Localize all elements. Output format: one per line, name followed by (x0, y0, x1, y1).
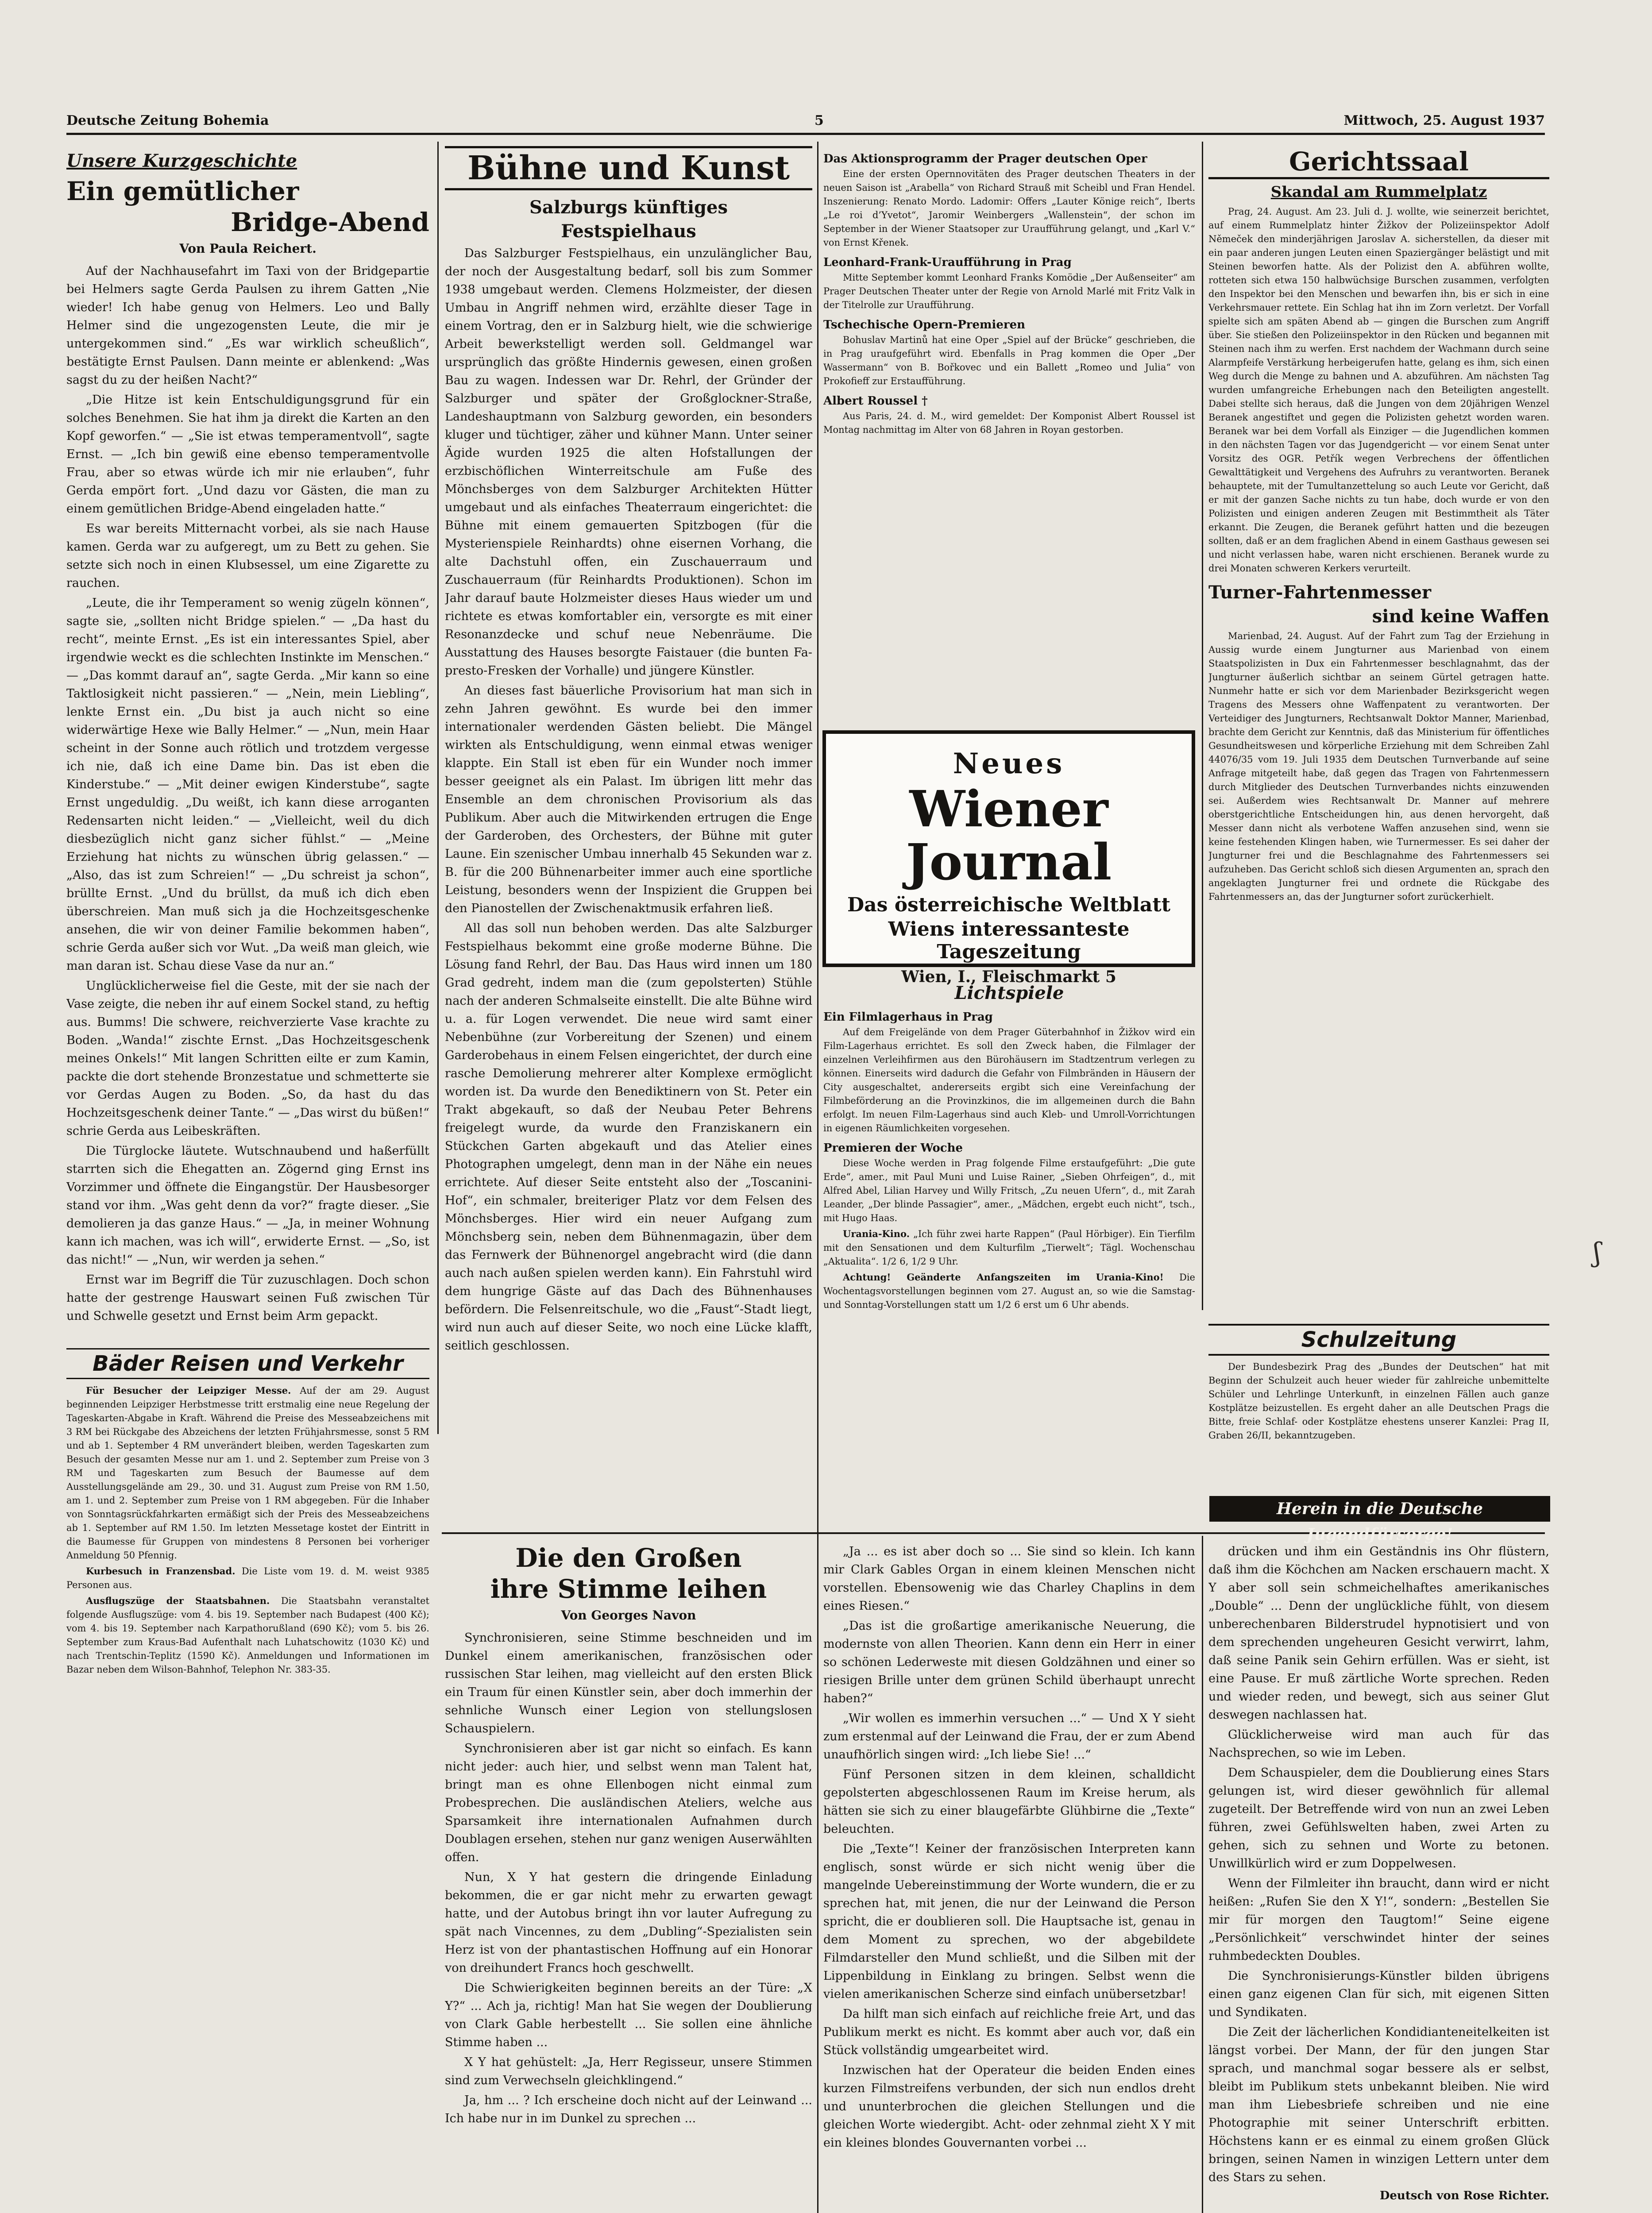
page-number: 5 (814, 113, 824, 128)
section-title: Gerichtssaal (1208, 146, 1549, 179)
section-title: Bühne und Kunst (445, 146, 812, 190)
bader-item (66, 1384, 429, 1562)
buhne-column (445, 146, 812, 1518)
story-paragraph: Auf der Nachhausefahrt im Taxi von der Bridgepartie bei Helmers sagte Gerda Paulsen zu ihrem Gatten „Nie wieder! Ich habe genug von Helmers. Leo und Bally Helmer sind die ungezogensten Leute, die mir je untergekommen sind.“ „Es war wirklich scheußlich“, bestätigte Ernst Paulsen. Dann meinte er ablenkend: „Was sagst du zu der heißen Nacht?“ (66, 264, 429, 387)
note-head: Ein Filmlagerhaus in Prag (823, 1010, 993, 1024)
article-title-line2: ihre Stimme leihen (490, 1574, 767, 1604)
article-title-line2: sind keine Waffen (1372, 606, 1549, 627)
article-paragraph: Da hilft man sich einfach auf reichliche freie Art, und das Publikum merkt es nicht. Es kommt aber auch vor, daß ein Stück vollständig umgearbeitet wird. (823, 2007, 1195, 2057)
issue-date: Mittwoch, 25. August 1937 (1343, 113, 1545, 128)
article-paragraph: An dieses fast bäuerliche Provisorium hat man sich in zehn Jahren gewöhnt. Es wurde bei den immer internationaler werdenden Gästen beliebt. Die Mängel wirkten als Entschuldigung, wenn einmal etwas weniger klappte. Ein Stall ist eben für ein Wunder noch immer besser geeignet als ein Palast. Im übrigen litt mehr das Ensemble an dem chronischen Provisorium als das Publikum. Aber auch die Mitwirkenden ertrugen die Enge der Garderoben, des Orchesters, der Bühne mit guter Laune. Ein szenischer Umbau innerhalb 45 Sekunden war z. B. für die 200 Bühnenarbeiter immer auch eine sportliche Leistung, besonders wenn der Inspizient die Gruppen bei den Pianostellen der Zwischenaktmusik erfahren ließ. (445, 684, 812, 915)
section-title: Schulzeitung (1208, 1324, 1549, 1356)
article-paragraph: Das Salzburger Festspielhaus, ein unzulänglicher Bau, der noch der Ausgestaltung bedarf, soll bis zum Sommer 1938 umgebaut werden. Clemens Holzmeister, der diesen Umbau in Angriff nehmen wird, erzählte dieser Tage in einem Vortrag, den er in Salzburg hielt, wie die schwierige Arbeit bewerkstelligt werden soll. Geldmangel war ursprünglich das größte Hindernis gewesen, einen großen Bau zu wagen. Indessen war Dr. Rehrl, der Gründer der Salzburger und später der Großglockner-Straße, Landeshauptmann von Salzburg geworden, ein besonders kluger und tüchtiger, zäher und kühner Mann. Unter seiner Ägide wurden 1925 die alten Hofstallungen der erzbischöflichen Winterreitschule am Fuße des Mönchsberges von dem Salzburger Architekten Hütter umgebaut und als einfaches Theaterraum eingerichtet: die Bühne mit einem gemauerten Spitzbogen (für die Mysterienspiele Reinhardts) ohne eisernen Vorhang, die alte Dachstuhl offen, ein Zuschauerraum und Zuschauerraum (für Reinhardts Produktionen). Schon im Jahr darauf baute Holzmeister dieses Haus wieder um und richtete es etwas komfortabler ein, versorgte es mit einer Resonanzdecke und schuf neue Nebenräume. Die Ausstattung des Hauses besorgte Faistauer (die bunten Fa-presto-Fresken der Vorhalle) und jüngere Künstler. (445, 247, 812, 678)
bader-item (66, 1594, 429, 1677)
article-paragraph: Ja, hm ... ? Ich erscheine doch nicht auf der Leinwand ... Ich habe nur in im Dunkel zu sprechen ... (445, 2093, 812, 2125)
note-head: Premieren der Woche (823, 1141, 963, 1155)
note-text: Aus Paris, 24. d. M., wird gemeldet: Der Komponist Albert Roussel ist Montag nachmittag im Alter von 68 Jahren in Royan gestorben. (823, 411, 1195, 435)
article-paragraph: Die Zeit der lächerlichen Kondidianteneitelkeiten ist längst vorbei. Der Mann, der für den jungen Star sprach, und manchmal sogar bessere als er selbst, bleibt im Publikum stets unbekannt bleiben. Nie wird man ihm Liebesbriefe schreiben und nie eine Photographie mit seiner Unterschrift erbitten. Höchstens kann er es einmal zu einem großen Glück bringen, seinen Namen in winzigen Lettern unter dem des Stars zu sehen. (1208, 2025, 1549, 2184)
story-byline: Von Paula Reichert. (179, 241, 317, 256)
article-title: Skandal am Rummelplatz (1270, 183, 1487, 201)
bader-item-text: Die Staatsbahn veranstaltet folgende Ausflugszüge: vom 4. bis 19. September nach Budapest (400 Kč); vom 4. bis 19. September nach Karpathorußland (690 Kč); vom 5. bis 26. September zum Kraus-Bad Aufenthalt nach Luhatschowitz (1030 Kč) und nach Trentschin-Teplitz (1590 Kč). Anmeldungen und Informationen im Bazar neben dem Wilson-Bahnhof, Telephon Nr. 383-35. (66, 1596, 429, 1675)
ad-line5: Wien, I., Fleischmarkt 5 (901, 968, 1116, 986)
story-title-line1: Ein gemütlicher (66, 176, 299, 206)
note-text: Bohuslav Martinů hat eine Oper „Spiel auf der Brücke“ geschrieben, die in Prag uraufgeführt wird. Ebenfalls in Prag kommen die Oper „Der Wassermann“ von B. Bořkovec und ein Ballett „Romeo und Julia“ von Prokofieff zur Erstaufführung. (823, 335, 1195, 386)
note-body: „Ich führ zwei harte Rappen“ (Paul Hörbiger). Ein Tierfilm mit den Sensationen und dem Kulturfilm „Tierwelt“; Tägl. Wochenschau „Aktualita“. 1/2 6, 1/2 9 Uhr. (823, 1229, 1195, 1267)
bader-title: Bäder Reisen und Verkehr (66, 1348, 429, 1379)
story-title-line2: Bridge-Abend (231, 207, 429, 237)
bader-column (66, 1346, 429, 2213)
note-head: Leonhard-Frank-Uraufführung in Prag (823, 256, 1072, 269)
note-text: Der Bundesbezirk Prag des „Bundes der Deutschen“ hat mit Beginn der Schulzeit auch heuer wieder für zahlreiche unbemittelte Schüler und Lehrlinge Unterkunft, in einzelnen Fällen auch ganze Kostplätze beizustellen. Es ergeht daher an alle Deutschen Prags die Bitte, freie Schlaf- oder Kostplätze ehestens unserer Kanzlei: Prag II, Graben 26/II, bekanntzugeben. (1208, 1361, 1549, 1441)
bader-item-text: Auf der am 29. August beginnenden Leipziger Herbstmesse tritt erstmalig eine neue Regelung der Tageskarten-Abgabe in Kraft. Während die Preise des Messeabzeichens mit 3 RM bei Rückgabe des Abzeichens der letzten Frühjahrsmesse, sonst 5 RM und ab 1. September 4 RM unverändert bleiben, werden Tageskarten zum Besuch der gesamten Messe nur am 1. und 2. September zum Preise von 3 RM und Tageskarten zum Besuch der Baumesse auf dem Ausstellungsgelände am 29., 30. und 31. August zum Preise von RM 1.50, am 1. und 2. September zum Preise von 1 RM abgegeben. Für die Inhaber von Sonntagsrückfahrkarten ermäßigt sich der Preis des Messeabzeichens ab 1. September auf RM 1.50. Im letzten Messetage kostet der Eintritt in die Baumesse für Gruppen von mindestens 8 Personen bei vorheriger Anmeldung 50 Pfennig. (66, 1385, 429, 1561)
article-paragraph: Synchronisieren aber ist gar nicht so einfach. Es kann nicht jeder: auch hier, und selbst wenn man Talent hat, bringt man es ohne Ellenbogen nicht einmal zum Probesprechen. Die ausländischen Ateliers, welche aus Sparsamkeit ihre internationalen Aufnahmen durch Doublagen ersehen, stehen nur ganz wenigen Auserwählten offen. (445, 1742, 812, 1864)
article-paragraph: Inzwischen hat der Operateur die beiden Enden eines kurzen Filmstreifens verbunden, der sich nun endlos dreht und ununterbrochen die gleichen Stellungen und die gleichen Worte wiedergibt. Acht- oder zehnmal zieht X Y mit ein kleines blondes Gouvernanten vorbei ... (823, 2063, 1195, 2150)
bader-item (66, 1564, 429, 1592)
note-body: Die Wochentagsvorstellungen beginnen vom 27. August an, so wie die Samstag- und Sonntag-Vorstellungen statt um 1/2 6 erst um 6 Uhr abends. (823, 1272, 1195, 1310)
wiener-journal-ad (822, 730, 1195, 986)
column-divider (1202, 142, 1203, 1310)
article-paragraph: Dem Schauspieler, dem die Doublierung eines Stars gelungen ist, wird dieser gewöhnlich für allemal zugeteilt. Der Betreffende wird von nun an zwei Leben führen, zwei Gefühlswelten haben, zwei Arten zu gehen, sich zu sehnen und Worte zu betonen. Unwillkürlich wird er zum Doppelwesen. (1208, 1766, 1549, 1870)
article-title-line1: Die den Großen (515, 1543, 742, 1573)
note-head: Achtung! Geänderte Anfangszeiten im Urania-Kino! (843, 1272, 1164, 1283)
article-paragraph: Marienbad, 24. August. Auf der Fahrt zum Tag der Erziehung in Aussig wurde einem Jungturner aus Marienbad von einem Staatspolizisten in Dux ein Fahrtenmesser beschlagnahmt, das der Jungturner äußerlich sichtbar an seinem Gürtel getragen hatte. Nunmehr hatte er sich vor dem Marienbader Bezirksgericht wegen Tragens des Messers ohne Waffenpatent zu verantworten. Der Verteidiger des Jungturners, Rechtsanwalt Doktor Manner, Marienbad, brachte dem Gericht zur Kenntnis, daß das Ministerium für öffentliches Gesundheitswesen und körperliche Erziehung mit dem Schreiben Zahl 44076/35 vom 19. Juli 1935 dem Deutschen Turnverbande auf seine Anfrage mitgeteilt habe, daß gegen das Tragen von Fahrtenmessern durch Mitglieder des Deutschen Turnverbandes nichts einzuwenden sei. Außerdem wies Rechtsanwalt Dr. Manner auf mehrere oberstgerichtliche Entscheidungen hin, aus denen hervorgeht, daß Messer dann nicht als verbotene Waffen anzusehen sind, wenn sie keine festehenden Klingen haben, wie Turnermesser. Es sei daher der Jungturner frei und die Beschlagnahme des Fahrtenmessers sei aufzuheben. Das Gericht schloß sich diesen Argumenten an, sprach den angeklagten Jungturner frei und ordnete die Rückgabe des Fahrtenmessers an, das der Jungturner sofort zurückerhielt. (1208, 631, 1549, 902)
column-divider (817, 1536, 818, 2213)
column-divider (817, 142, 818, 1664)
column-divider (437, 142, 439, 1434)
schulzeitung-column (1208, 1321, 1549, 1489)
story-paragraph: Unglücklicherweise fiel die Geste, mit der sie nach der Vase zeigte, die neben ihr auf einem Sockel stand, zu heftig aus. Bumms! Die schwere, reichverzierte Vase krachte zu Boden. „Wanda!“ zischte Ernst. „Das Hochzeitsgeschenk meines Onkels!“ Mit langen Schritten eilte er zum Kamin, packte die dort stehende Bronzestatue und schmetterte sie vor Gerdas Augen zu Boden. „So, da hast du das Hochzeitsgeschenk deiner Tante.“ — „Das wirst du büßen!“ schrie Gerda aus Leibeskräften. (66, 979, 429, 1138)
note-head: Das Aktionsprogramm der Prager deutschen Oper (823, 152, 1147, 166)
story-paragraph: Es war bereits Mitternacht vorbei, als sie nach Hause kamen. Gerda war zu aufgeregt, um zu Bett zu gehen. Sie setzte sich noch in einen Klubsessel, um eine Zigarette zu rauchen. (66, 522, 429, 590)
article-paragraph: Prag, 24. August. Am 23. Juli d. J. wollte, wie seinerzeit berichtet, auf einem Rummelplatz hinter Žižkov der Polizeiinspektor Adolf Němeček den minderjährigen Jaroslav A. sicherstellen, da dieser mit ein paar anderen jungen Leuten einen Spaziergänger belästigt und mit Steinen beworfen hatte. Als der Polizist den A. abführen wollte, rotteten sich etwa 150 halbwüchsige Burschen zusammen, verfolgten den Inspektor bei den Menschen und bewarfen ihn, bis er sich in eine Verkehrsmauer rettete. Ein Schlag hat ihn im Zorn verletzt. Der Vorfall spielte sich am späten Abend ab — gingen die Burschen zum Angriff über. Sie stießen den Polizeiinspektor in den Rücken und begannen mit Steinen nach ihm zu werfen. Erst nachdem der Wachmann durch seine Alarmpfeife Verstärkung herbeigerufen hatte, gelang es ihm, sich einen Weg durch die Menge zu bahnen und A. abzuführen. Am nächsten Tag wurden umfangreiche Erhebungen nach den Beteiligten angestellt. Dabei stellte sich heraus, daß die Jungen von dem 20jährigen Wenzel Beranek angestiftet und gegen die Polizisten gehetzt worden waren. Beranek war bei dem Vorfall als Einziger — die Jugendlichen kommen in den nächsten Tagen vor das Jugendgericht — vor einem Senat unter Vorsitz des OGR. Petřík wegen Verbrechens der öffentlichen Gewalttätigkeit und Vergehens des Aufruhrs zu verantworten. Beranek behauptete, mit der Tumultanzettelung so auch Leute vor Gericht, daß er mit der ganzen Sache nichts zu tun habe, doch wurde er von den Polizisten und einigen anderen Zeugen mit Bestimmtheit als Täter erkannt. Die Zeugen, die Beranek geführt hatten und die bezeugen sollten, daß er an dem fraglichen Abend in einem Gasthaus gewesen sei und nicht verlassen habe, waren nicht erschienen. Beranek wurde zu drei Monaten schweren Kerkers verurteilt. (1208, 206, 1549, 574)
article-paragraph: „Das ist die großartige amerikanische Neuerung, die modernste von allen Theorien. Kann denn ein Herr in einer so schönen Lederweste mit diesen Goldzähnen und einer so riesigen Brille unter dem grünen Schild überhaupt unrecht haben?“ (823, 1619, 1195, 1705)
header-rule (66, 133, 1545, 135)
ad-line4: Wiens interessanteste Tageszeitung (888, 918, 1130, 963)
prager-column (823, 146, 1195, 721)
article-paragraph: Fünf Personen sitzen in dem kleinen, schalldicht gepolsterten abgeschlossenen Raum im Kreise herum, als hätten sie sich zu einer blaugefärbte Glühbirne die „Texte“ beleuchten. (823, 1768, 1195, 1836)
gericht-column (1208, 146, 1549, 1315)
stimme-column-2 (823, 1542, 1195, 2213)
bader-item-head: Für Besucher der Leipziger Messe. (86, 1385, 291, 1396)
article-paragraph: All das soll nun behoben werden. Das alte Salzburger Festspielhaus bekommt eine große moderne Bühne. Die Lösung fand Rehrl, der Bau. Das Haus wird innen um 180 Grad gedreht, indem man die (zum gepolsterten) Stühle nach der anderen Schmalseite einstellt. Die alte Bühne wird u. a. für Logen verwendet. Die neue wird samt einer Nebenbühne (zur Vorbereitung der Szenen) und einem Garderobehaus in einem Felsen eingerichtet, der durch eine rasche Demolierung mehrerer alter Komplexe ermöglicht worden ist. Da wurde den Benediktinern von St. Peter ein Trakt abgekauft, so daß der Neubau Peter Behrens freigelegt wurde, da wurde den Franziskanern ein Stückchen Garten abgekauft und das Atelier eines Photographen umgelegt, denn man in der Nähe ein neues errichtete. Auf dieser Seite entsteht also der „Toscanini-Hof“, ein schmaler, breiteriger Platz vor dem Felsen des Mönchsberges. Hier wird ein neuer Aufgang zum Mönchsberg sein, neben dem Bühnenmagazin, über dem das Fernwerk der Bühnenorgel angebracht wird (die dann auch nach außen spielen werden kann). Ein Fahrstuhl wird dem hungrige Gäste auf das Dach des Bühnenhauses befördern. Die Felsenreitschule, wo die „Faust“-Stadt liegt, wird nun auch auf dieser Seite, wo noch eine Lücke klafft, seitlich geschlossen. (445, 921, 812, 1353)
margin-ink-mark: ʃ (1594, 1237, 1601, 1268)
section-kicker: Unsere Kurzgeschichte (66, 150, 297, 171)
article-paragraph: „Ja ... es ist aber doch so ... Sie sind so klein. Ich kann mir Clark Gables Organ in einem kleinen Menschen nicht vorstellen. Ebensowenig wie das Charley Chaplins in dem eines Riesen.“ (823, 1545, 1195, 1613)
article-title-line1: Salzburgs künftiges (529, 197, 728, 218)
story-paragraph: „Leute, die ihr Temperament so wenig zügeln können“, sagte sie, „sollten nicht Bridge spielen.“ — „Da hast du recht“, meinte Ernst. „Es ist ein interessantes Spiel, aber irgendwie weckt es die schlechten Instinkte im Menschen.“ — „Das kommt darauf an“, sagte Gerda. „Mir kann so eine Taktlosigkeit nicht passieren.“ — „Nein, mein Liebling“, lenkte Ernst ein. „Du bist ja auch nicht so eine widerwärtige Hexe wie Bally Helmer.“ — „Nun, mein Haar scheint in der Sonne auch rötlich und trotzdem vergesse ich nie, daß ich eine Dame bin. Das ist eben die Kinderstube.“ — „Mit deiner ewigen Kinderstube“, sagte Ernst ungeduldig. „Du weißt, ich kann diese arroganten Redensarten nicht leiden.“ — „Vielleicht, weil du dich diesbezüglich nicht ganz sicher fühlst.“ — „Meine Erziehung hat nichts zu wünschen übrig gelassen.“ — „Also, das ist zum Schreien!“ — „Du schreist ja schon“, brüllte Ernst. „Und du brüllst, da muß ich dich eben überschreien. Man muß sich ja die Hochzeitsgeschenke ansehen, die wir von deiner Familie bekommen haben“, schrie Gerda außer sich vor Wut. „Da weiß man gleich, wie man daran ist. Schau diese Vase da nur an.“ (66, 596, 429, 973)
article-title-line1: Turner-Fahrtenmesser (1208, 582, 1432, 603)
note-text: Eine der ersten Opernnovitäten des Prager deutschen Theaters in der neuen Saison ist „Arabella“ von Richard Strauß mit Scheibl und Fran Hendel. Inszenierung: Renato Mordo. Ladomir: Offers „Lauter Könige reich“, Iberts „Le roi d’Yvetot“, Jaromir Weinbergers „Wallenstein“, der schon im September in der Wiener Staatsoper zur Uraufführung gelangt, und „Karl V.“ von Ernst Křenek. (823, 169, 1195, 248)
bader-item-text: Die Liste vom 19. d. M. weist 9385 Personen aus. (66, 1566, 429, 1590)
article-byline: Von Georges Navon (561, 1608, 696, 1623)
section-title: Lichtspiele (954, 983, 1064, 1003)
page-header (66, 113, 1545, 131)
translator-signature: Deutsch von Rose Richter. (1379, 2189, 1549, 2202)
article-paragraph: Die „Texte“! Keiner der französischen Interpreten kann englisch, sonst würde er sich nicht wenig über die mangelnde Uebereinstimmung der Worte wundern, die er zu sprechen hat, mit jenen, die nur der Leinwand die Person spricht, die er doublieren soll. Die Hauptsache ist, genau in dem Moment zu sprechen, wo der abgebildete Filmdarsteller den Mund schließt, und die Silben mit der Lippenbildung in Einklang zu bringen. Selbst wenn die vielen amerikanischen Scherze sind einfach unübersetzbar! (823, 1842, 1195, 2001)
article-paragraph: Wenn der Filmleiter ihn braucht, dann wird er nicht heißen: „Rufen Sie den X Y!“, sondern: „Bestellen Sie mir für morgen den Taugtom!“ Seine eigene „Persönlichkeit“ verschwindet hinter der seines ruhmbedeckten Doubles. (1208, 1877, 1549, 1963)
note-text (823, 1270, 1195, 1312)
article-paragraph: Glücklicherweise wird man auch für das Nachsprechen, so wie im Leben. (1208, 1728, 1549, 1760)
note-text: Auf dem Freigelände von dem Prager Güterbahnhof in Žižkov wird ein Film-Lagerhaus errichtet. Es soll den Zweck haben, die Filmlager der einzelnen Verleihfirmen aus den Bürohäusern im Stadtzentrum verlegen zu können. Einerseits wird dadurch die Gefahr von Filmbränden in Häusern der City ausgeschaltet, andererseits ergibt sich eine Vereinfachung der Filmbeförderung an die Provinzkinos, die im allgemeinen durch die Bahn erfolgt. Im neuen Film-Lagerhaus sind auch Kleb- und Umroll-Vorrichtungen in eigenen Räumlichkeiten vorgesehen. (823, 1027, 1195, 1133)
bader-item-head: Kurbesuch in Franzensbad. (86, 1565, 235, 1577)
article-paragraph: Die Synchronisierungs-Künstler bilden übrigens einen ganz eigenen Clan für sich, mit eigenen Sitten und Syndikaten. (1208, 1969, 1549, 2019)
article-paragraph: Nun, X Y hat gestern die dringende Einladung bekommen, die er gar nicht mehr zu erwarten gewagt hatte, und der Autobus bringt ihn vor lauter Aufregung zu spät nach Vincennes, zu dem „Dubling“-Spezialisten sein Herz ist von der phantastischen Hoffnung auf ein Honorar von dreihundert Francs hoch geschwellt. (445, 1870, 812, 1975)
ad-line3: Das österreichische Weltblatt (847, 894, 1171, 916)
article-paragraph: „Wir wollen es immerhin versuchen ...“ — Und X Y sieht zum erstenmal auf der Leinwand die Frau, der er zum Abend unaufhörlich singen wird: „Ich liebe Sie! ...“ (823, 1712, 1195, 1762)
newspaper-name: Deutsche Zeitung Bohemia (66, 113, 269, 128)
story-paragraph: Ernst war im Begriff die Tür zuzuschlagen. Doch schon hatte der gestrenge Hauswart seinen Fuß zwischen Tür und Schwelle gesetzt und Ernst beim Arm gepackt. (66, 1273, 429, 1323)
ad-line2: Wiener Journal (906, 780, 1112, 891)
note-text: Mitte September kommt Leonhard Franks Komödie „Der Außenseiter“ am Prager Deutschen Theater unter der Regie von Arnold Marlé mit Fritz Valk in der Titelrolle zur Uraufführung. (823, 272, 1195, 310)
story-paragraph: „Die Hitze ist kein Entschuldigungsgrund für ein solches Benehmen. Sie hat ihm ja direkt die Karten an den Kopf geworfen.“ — „Sie ist etwas temperamentvoll“, sagte Ernst. — „Ich bin gewiß eine ebenso temperamentvolle Frau, aber so etwas würde ich mir nie erlauben“, fuhr Gerda empört fort. „Und dazu vor Gästen, die man zu einem gemütlichen Bridge-Abend eingeladen hatte.“ (66, 393, 429, 516)
note-text: Diese Woche werden in Prag folgende Filme erstaufgeführt: „Die gute Erde“, amer., mit Paul Muni und Luise Rainer, „Sieben Ohrfeigen“, d., mit Alfred Abel, Lilian Harvey und Willy Fritsch, „Zu neuen Ufern“, d., mit Zarah Leander, „Der blinde Passagier“, amer., „Mädchen, ergebt euch nicht“, tsch., mit Hugo Haas. (823, 1158, 1195, 1223)
kurzgeschichte-column (66, 150, 429, 1328)
article-paragraph: Synchronisieren, seine Stimme beschneiden und im Dunkel einem amerikanischen, französischen oder russischen Star leihen, mag vielleicht auf den ersten Blick ein Traum für einen Künstler sein, aber doch immerhin der sehnliche Wunsch einer Legion von stellungslosen Schauspielern. (445, 1631, 812, 1735)
stimme-column-3 (1208, 1542, 1549, 2213)
story-paragraph: Die Türglocke läutete. Wutschnaubend und haßerfüllt starrten sich die Ehegatten an. Zögernd ging Ernst ins Vorzimmer und öffnete die Eingangstür. Der Hausbesorger stand vor ihm. „Was geht denn da vor?“ fragte dieser. „Sie demolieren ja das ganze Haus.“ — „Ja, in meiner Wohnung kann ich machen, was ich will“, erwiderte Ernst. — „So, ist das nicht!“ — „Nun, wir werden ja sehen.“ (66, 1144, 429, 1267)
note-head: Urania-Kino. (843, 1228, 910, 1239)
jugendfuersorge-banner: Herein in die Deutsche Jugendfürsorge! (1209, 1496, 1550, 1522)
ad-line1: Neues (953, 747, 1065, 780)
article-paragraph: Die Schwierigkeiten beginnen bereits an der Türe: „X Y?“ ... Ach ja, richtig! Man hat Sie wegen der Doublierung von Clark Gable herbestellt ... Sie sollen eine ähnliche Stimme haben ... (445, 1981, 812, 2049)
article-paragraph: drücken und ihm ein Geständnis ins Ohr flüstern, daß ihm die Köchchen am Nacken erschauern macht. X Y aber soll sein schmeichelhaftes amerikanisches „Double“ ... Denn der unglückliche fühlt, von diesem unberechenbaren Bilderstrudel hypnotisiert und von dem sprechenden ungeheuren Gesicht verwirrt, lahm, daß seine Panik sein Gehirn erfüllen. Was er sieht, ist eine Pause. Er muß zärtliche Worte sprechen. Reden und wieder reden, und bewegt, sich aus seiner Glut deswegen nachlassen hat. (1208, 1545, 1549, 1722)
story-paragraph (66, 1327, 429, 1328)
stimme-column-1 (445, 1542, 812, 2213)
article-title-line2: Festspielhaus (561, 221, 696, 242)
note-text (823, 1227, 1195, 1268)
column-divider (1202, 1536, 1203, 2213)
note-head: Tschechische Opern-Premieren (823, 318, 1026, 332)
lichtspiele-column (823, 980, 1195, 1525)
article-paragraph: X Y hat gehüstelt: „Ja, Herr Regisseur, unsere Stimmen sind zum Verwechseln gleichklingend.“ (445, 2055, 812, 2087)
bader-item-head: Ausflugszüge der Staatsbahnen. (86, 1595, 270, 1606)
note-head: Albert Roussel † (823, 394, 928, 408)
